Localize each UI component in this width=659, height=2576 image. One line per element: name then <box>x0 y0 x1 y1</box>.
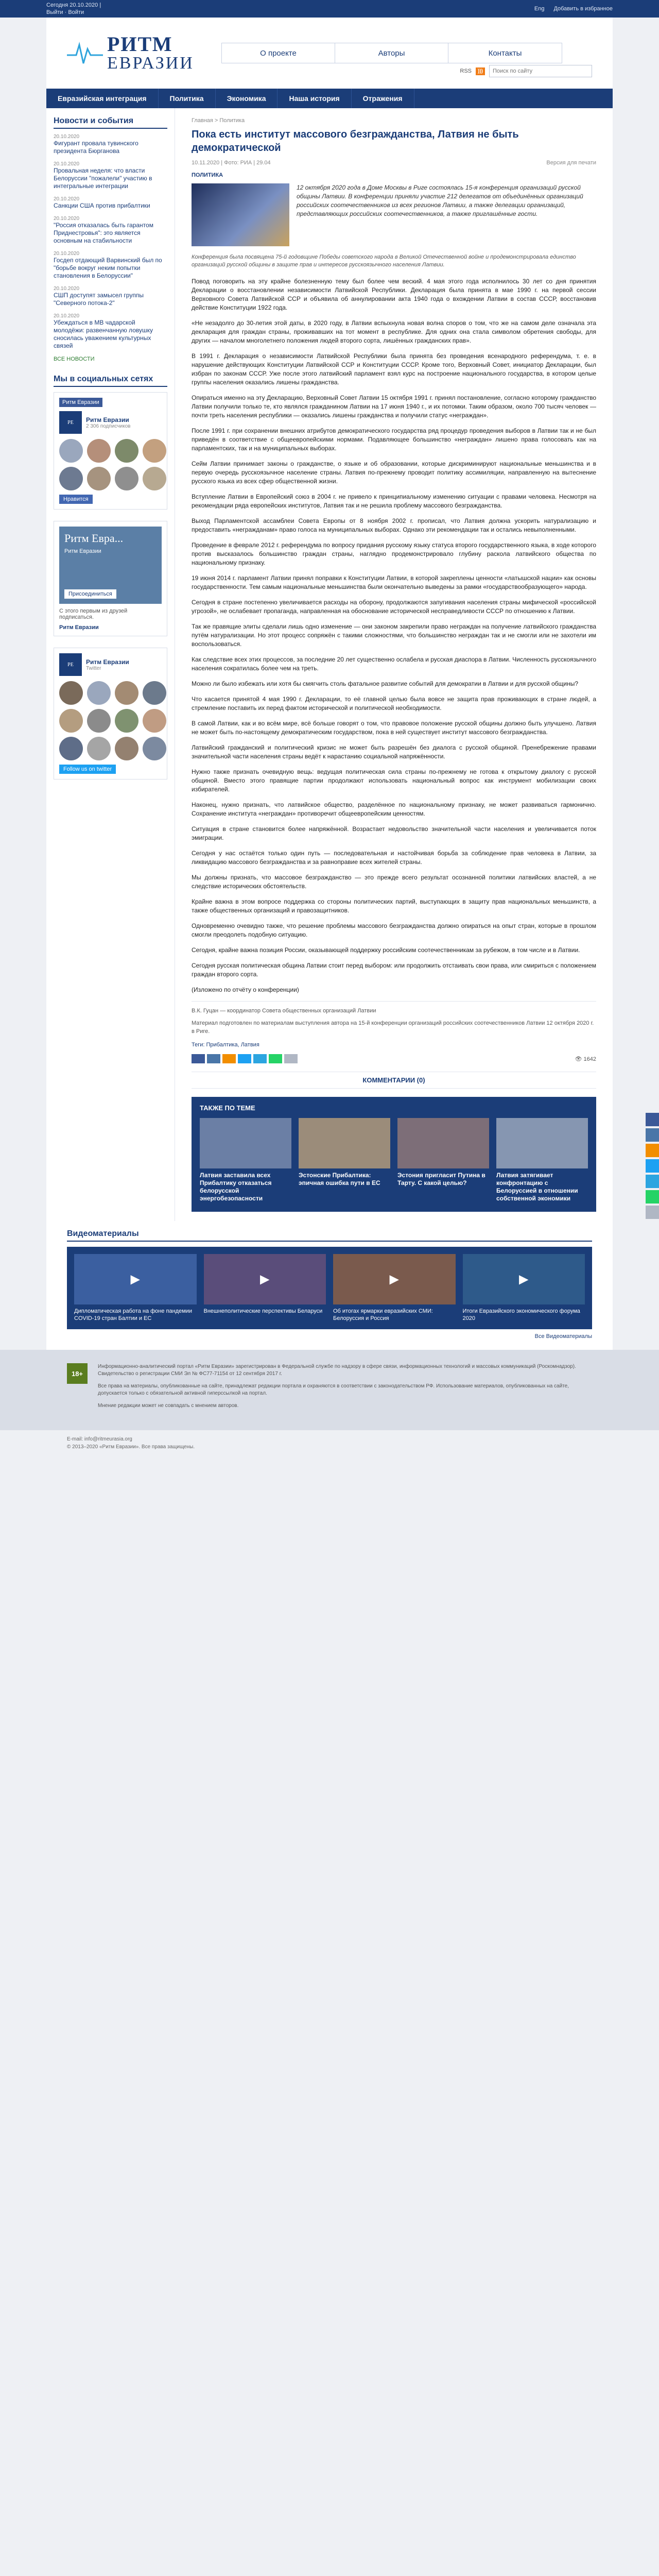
news-date: 20.10.2020 <box>54 134 80 140</box>
follower-faces <box>59 681 162 760</box>
vk-title: Ритм Евра... <box>64 532 124 545</box>
news-item[interactable] <box>54 251 167 280</box>
paragraph: Сегодня в стране постепенно увеличивается расходы на оборону, продолжаются запугивания населения страны мифической «российской угрозой», не ослабевает пропаганда, направленная на обоснование исторической несправедливости СССР по отношению к Латвии. <box>192 599 596 615</box>
site-footer <box>0 1350 659 1430</box>
search-input[interactable] <box>489 65 592 77</box>
telegram-share-icon[interactable] <box>253 1054 267 1063</box>
video-item[interactable] <box>463 1254 585 1322</box>
social-heading: Мы в социальных сетях <box>54 375 167 387</box>
paragraph: Ситуация в стране становится более напряжённой. Возрастает недовольство значительной части населения и увеличивается поток эмиграции. <box>192 825 596 841</box>
facebook-like-button[interactable]: Нравится <box>59 495 93 504</box>
related-title[interactable]: Латвия затягивает конфронтацию с Белоруссией в отношении собственной экономики <box>496 1172 578 1202</box>
news-date: 20.10.2020 <box>54 313 80 319</box>
footer-email[interactable]: E-mail: info@ritmeurasia.org <box>67 1436 132 1442</box>
twitter-share-icon[interactable] <box>238 1054 251 1063</box>
video-thumbnail[interactable] <box>333 1254 456 1304</box>
article-footer <box>192 1001 596 1036</box>
news-title[interactable]: Убеждаться в МВ чадарской молодёжи: развенчанную ловушку сносилась уважением культурных связей <box>54 319 153 349</box>
vk-join-button[interactable]: Присоединиться <box>64 589 116 599</box>
comments-heading[interactable]: КОММЕНТАРИИ (0) <box>192 1072 596 1089</box>
logo-text-bottom: ЕВРАЗИИ <box>107 54 194 73</box>
avatar[interactable] <box>115 709 138 733</box>
news-title[interactable]: Госдеп отдающий Варвинский был по "борьбе вокруг неким попытки становления в Белоруссии" <box>54 257 162 279</box>
follow-twitter-button[interactable]: Follow us on twitter <box>59 765 116 774</box>
avatar[interactable] <box>143 737 166 760</box>
share-buttons <box>192 1054 298 1063</box>
login-link[interactable]: Войти <box>68 9 84 15</box>
paragraph: 19 июня 2014 г. парламент Латвии принял поправки к Конституции Латвии, в которой закреплены ценности «латышской нации» как основы государственности. Тем самым национальные меньшинства были окончательно выведены за рамки «государствообразующего» народа. <box>192 574 596 590</box>
paragraph: Опираться именно на эту Декларацию, Верховный Совет Латвии 15 октября 1991 г. принял постановление, согласно которому гражданство Латвии получили только те, кто являлся гражданином Латвии на 17 июня 1940 г., и их потомки. Таким образом, около 700 тысяч человек — почти треть населения республики — оказались лишены гражданства и получили статус «неграждан». <box>192 394 596 419</box>
facebook-widget-2 <box>54 648 167 779</box>
all-videos-link[interactable]: Все Видеоматериалы <box>534 1333 592 1340</box>
article-lead: 12 октября 2020 года в Доме Москвы в Риге состоялась 15-я конференция организаций русской общины Латвии. В конференции приняли участие 212 делегатов от объединённых организаций российских соотечественников из всех регионов Латвии, а также делегации организаций, представляющих российских соотечественников, а также приглашённые гости. <box>297 184 583 217</box>
avatar[interactable] <box>143 681 166 705</box>
footer-bottom <box>46 1430 613 1456</box>
more-share-icon[interactable] <box>646 1206 659 1219</box>
whatsapp-share-icon[interactable] <box>269 1054 282 1063</box>
article-rubric[interactable]: ПОЛИТИКА <box>192 172 223 178</box>
footer-copyright: © 2013–2020 «Ритм Евразии». Все права защищены. <box>67 1444 195 1450</box>
related-image[interactable] <box>397 1118 489 1168</box>
video-title[interactable]: Дипломатическая работа на фоне пандемии COVID-19 стран Балтии и ЕС <box>74 1308 193 1321</box>
twitter-page-name[interactable]: Ритм Евразии <box>86 658 129 666</box>
avatar[interactable] <box>59 709 83 733</box>
article-meta: 10.11.2020 | Фото: РИА | 29.04 <box>192 160 271 166</box>
news-date: 20.10.2020 <box>54 196 80 202</box>
nav-eurasian-integration[interactable]: Евразийская интеграция <box>46 89 159 108</box>
avatar[interactable] <box>59 467 83 490</box>
avatar[interactable] <box>87 737 111 760</box>
avatar[interactable] <box>115 439 138 463</box>
paragraph: Повод поговорить на эту крайне болезненную тему был более чем веский. 4 мая этого года исполнилось 30 лет со дня принятия Декларации о восстановлении независимости Латвийской Республики. Декларация была принята в мае 1990 г. на первой сессии Верховного Совета Латвийской ССР и объявила об аннулировании акта 1940 года о вхождении Латвии в состав СССР, восстановив действие Конституции 1922 года. <box>192 278 596 311</box>
source-note: Материал подготовлен по материалам выступления автора на 15-й конференции организаций российских соотечественников Латвии 12 октября 2020 г. в Риге. <box>192 1020 594 1035</box>
paragraph: Сегодня русская политическая община Латвии стоит перед выбором: или продолжить отстаивать свои права, или смириться с положением граждан второго сорта. <box>192 962 596 978</box>
paragraph: Мы должны признать, что массовое безгражданство — это прежде всего результат осознанной политики латвийских властей, а не следствие исторических обстоятельств. <box>192 874 596 890</box>
nav-about[interactable]: О проекте <box>222 43 335 63</box>
related-block <box>192 1097 596 1212</box>
avatar[interactable] <box>115 681 138 705</box>
avatar[interactable] <box>143 439 166 463</box>
vk-widget <box>54 521 167 636</box>
news-title[interactable]: СШП доступят замысел группы "Северного потока-2" <box>54 292 144 307</box>
paragraph: Нужно также признать очевидную вещь: ведущая политическая сила страны по-прежнему не готова к открытому диалогу с русской общиной. Вместо этого правящие партии продолжают использовать национальный вопрос как инструмент мобилизации своих избирателей. <box>192 768 596 793</box>
paragraph: Можно ли было избежать или хотя бы смягчить столь фатальное развитие событий для демократии в Латвии и для русской общины? <box>192 680 579 687</box>
article-body <box>192 277 596 994</box>
ok-share-icon[interactable] <box>222 1054 236 1063</box>
views-count: 1642 <box>583 1056 596 1062</box>
paragraph: В самой Латвии, как и во всём мире, всё больше говорят о том, что правовое положение русской общины должно быть улучшено. Латвия не может быть по-настоящему демократическим государством, пока в ней существует институт массового безгражданства. <box>192 720 596 736</box>
twitter-share-icon[interactable] <box>646 1159 659 1173</box>
news-title[interactable]: Фигурант провала тувинского президента Бюрганова <box>54 140 138 155</box>
site-header <box>46 18 613 89</box>
facebook-faces <box>59 439 162 490</box>
avatar[interactable] <box>59 737 83 760</box>
avatar[interactable] <box>115 467 138 490</box>
news-item[interactable] <box>54 196 167 210</box>
site-logo[interactable] <box>67 34 201 72</box>
nav-economy[interactable]: Экономика <box>216 89 278 108</box>
related-item[interactable] <box>200 1118 291 1202</box>
article-content <box>175 108 613 1221</box>
related-heading: ТАКЖЕ ПО ТЕМЕ <box>200 1104 255 1112</box>
paragraph: После 1991 г. при сохранении внешних атрибутов демократического государства ряд процедур проведения выборов в Латвии так и не был приведён в соответствие с общеевропейскими нормами. Подавляющее большинство «неграждан» лишено права голосовать как на парламентских, так и на муниципальных выборах. <box>192 427 596 452</box>
logout-link[interactable]: Выйти <box>46 9 63 15</box>
news-date: 20.10.2020 <box>54 161 80 167</box>
video-thumbnail[interactable] <box>74 1254 197 1304</box>
nav-contacts[interactable]: Контакты <box>488 48 522 58</box>
facebook-widget <box>54 392 167 510</box>
related-item[interactable] <box>496 1118 588 1202</box>
paragraph: Проведение в феврале 2012 г. референдума по вопросу придания русскому языку статуса второго государственного языка, в ходе которого против высказалось большинство граждан страны, наглядно продемонстрировало глубину раскола латвийского общества по национальному признаку. <box>192 541 596 566</box>
paragraph: В 1991 г. Декларация о независимости Латвийской Республики была принята без проведения всенародного референдума, т. е. в нарушение действующих Конституции Латвийской ССР и Конституции СССР. Кроме того, Верховный Совет, инициатор Декларации, был избран по законам СССР. Уже после этого латвийский парламент взял курс на построение национального государства, в котором целые группы населения оказались лишены гражданства. <box>192 352 596 386</box>
date-block: Сегодня 20.10.2020 | Выйти · Войти <box>46 2 101 15</box>
news-item[interactable] <box>54 286 167 307</box>
related-title[interactable]: Эстонские Прибалтика: эпичная ошибка пути в ЕС <box>299 1172 380 1187</box>
header-search <box>460 65 592 77</box>
news-item[interactable] <box>54 313 167 350</box>
facebook-header[interactable]: Ритм Евразии <box>59 398 102 407</box>
facebook-followers: 2 306 подписчиков <box>86 423 131 429</box>
paragraph: Вступление Латвии в Европейский союз в 2004 г. не привело к принципиальному изменению ситуации с правами человека. Несмотря на рекомендации ряда европейских институтов, Латвия так и не решила проблему массового безгражданства. <box>192 493 596 509</box>
nav-reflections[interactable]: Отражения <box>352 89 414 108</box>
page-avatar[interactable]: РЕ <box>59 411 82 434</box>
paragraph: Так же правящие элиты сделали лишь одно изменение — они законом закрепили право неграждан на получение латвийского гражданства путём натурализации. Но этот процесс сопряжён с такими сложностями, что большинство неграждан так и не смогли или не захотели им воспользоваться. <box>192 623 596 648</box>
news-item[interactable] <box>54 216 167 245</box>
video-heading: Видеоматериалы <box>67 1229 592 1242</box>
rss-label: RSS <box>460 68 472 74</box>
paragraph: Одновременно очевидно также, что решение проблемы массового безгражданства должно опираться на опыт стран, которые в прошлом смогли преодолеть подобную ситуацию. <box>192 922 596 938</box>
top-bar <box>0 0 659 18</box>
news-title[interactable]: "Россия отказалась быть гарантом Приднестровья": это является основным на стабильности <box>54 222 153 244</box>
twitter-label: Twitter <box>86 665 101 671</box>
sidebar <box>46 108 175 1221</box>
news-date: 20.10.2020 <box>54 286 80 292</box>
facebook-page-name[interactable]: Ритм Евразии <box>86 416 129 423</box>
paragraph: Крайне важна в этом вопросе поддержка со стороны политических партий, выступающих в защиту прав национальных меньшинств, а также общественных организаций и правозащитников. <box>192 898 596 914</box>
footer-text: Все права на материалы, опубликованные на сайте, принадлежат редакции портала и охраняются в соответствии с законодательством РФ. Использование материалов, опубликованных на сайте, допускается только с обязательной активной гиперссылкой на портал. <box>98 1383 569 1396</box>
logo-text-top: РИТМ <box>107 32 173 56</box>
avatar[interactable] <box>115 737 138 760</box>
page-avatar[interactable]: РЕ <box>59 653 82 676</box>
main-nav <box>46 89 613 108</box>
telegram-share-icon[interactable] <box>646 1175 659 1188</box>
logo-pulse-icon <box>67 38 103 69</box>
paragraph: (Изложено по отчёту о конференции) <box>192 986 299 993</box>
paragraph: Выход Парламентской ассамблеи Совета Европы от 8 ноября 2002 г. прописал, что Латвия должна ускорить натурализацию и предоставить «негражданам» право голоса на муниципальных выборах. Однако эти рекомендации так и остались невыполненными. <box>192 517 596 533</box>
video-title[interactable]: Внешнеполитические перспективы Беларуси <box>203 1308 323 1314</box>
footer-text: Мнение редакции может не совпадать с мнением авторов. <box>98 1403 239 1409</box>
facebook-share-icon[interactable] <box>646 1113 659 1126</box>
related-title[interactable]: Эстония пригласит Путина в Тарту. С какой целью? <box>397 1172 485 1187</box>
video-title[interactable]: Об итогах ярмарки евразийских СМИ: Белоруссия и Россия <box>333 1308 433 1321</box>
avatar[interactable] <box>87 439 111 463</box>
paragraph: Наконец, нужно признать, что латвийское общество, разделённое по национальному признаку, не может развиваться гармонично. Сохранение института «неграждан» противоречит общеевропейским ценностям. <box>192 801 596 817</box>
author-note: В.К. Гуцан — координатор Совета общественных организаций Латвии <box>192 1008 376 1014</box>
news-title[interactable]: Санкции США против прибалтики <box>54 202 150 209</box>
news-date: 20.10.2020 <box>54 216 80 222</box>
language-switch[interactable]: Eng <box>534 6 545 12</box>
paragraph: Латвийский гражданский и политический кризис не может быть разрешён без диалога с русской общиной. Пренебрежение правами значительной части населения страны ведёт к нарастанию социальной напряжённости. <box>192 744 596 760</box>
video-section <box>46 1221 613 1350</box>
paragraph: Сейм Латвии принимает законы о гражданстве, о языке и об образовании, которые дискриминируют национальные меньшинства и в первую очередь русскоязычное население страны. Латвия по-прежнему проводит политику ассимиляции, направленную на вытеснение русского языка из всех сфер общественной жизни. <box>192 460 596 485</box>
news-date: 20.10.2020 <box>54 251 80 257</box>
print-link[interactable]: Версия для печати <box>546 160 596 166</box>
related-image[interactable] <box>496 1118 588 1168</box>
related-title[interactable]: Латвия заставила всех Прибалтику отказаться белорусской энергобезопасности <box>200 1172 272 1202</box>
whatsapp-share-icon[interactable] <box>646 1190 659 1204</box>
nav-authors[interactable]: Авторы <box>335 43 448 63</box>
avatar[interactable] <box>59 439 83 463</box>
video-item[interactable] <box>204 1254 326 1322</box>
add-favorite-link[interactable]: Добавить в избранное <box>553 6 613 12</box>
avatar[interactable] <box>143 467 166 490</box>
avatar[interactable] <box>87 681 111 705</box>
nav-history[interactable]: Наша история <box>278 89 351 108</box>
article-tags[interactable]: Теги: Прибалтика, Латвия <box>192 1042 259 1048</box>
related-image[interactable] <box>299 1118 390 1168</box>
page-wrapper <box>46 18 613 1350</box>
avatar[interactable] <box>143 709 166 733</box>
news-title[interactable]: Провальная неделя: что власти Белоруссии "пожалели" участию в интегральные интеграции <box>54 167 152 190</box>
paragraph: «Не незадолго до 30-летия этой даты, в 2020 году, в Латвии вспыхнула новая волна споров о том, что же на самом деле означала эта декларация для граждан страны, проживавших на тот момент в республике. Для одних она стала символом обретения свободы, для других — началом многолетнего положения людей второго сорта, лишённых гражданских прав». <box>192 319 596 344</box>
more-share-icon[interactable] <box>284 1054 298 1063</box>
date-text: Сегодня 20.10.2020 | <box>46 2 101 8</box>
page-title: Пока есть институт массового безгражданства, Латвия не быть демократической <box>192 129 519 154</box>
facebook-share-icon[interactable] <box>192 1054 205 1063</box>
news-item[interactable] <box>54 134 167 155</box>
avatar[interactable] <box>87 709 111 733</box>
rss-icon[interactable]: ))) <box>476 67 485 75</box>
video-item[interactable] <box>333 1254 456 1322</box>
avatar[interactable] <box>87 467 111 490</box>
vk-note: С этого первым из друзей подписаться. <box>59 608 128 620</box>
vk-share-icon[interactable] <box>646 1128 659 1142</box>
video-thumbnail[interactable] <box>463 1254 585 1304</box>
video-item[interactable] <box>74 1254 197 1322</box>
paragraph: Сегодня у нас остаётся только один путь — последовательная и настойчивая борьба за соблюдение прав человека в Латвии, за ликвидацию массового безгражданства и за равноправие всех жителей страны. <box>192 850 596 866</box>
age-rating-badge: 18+ <box>67 1363 88 1384</box>
header-nav <box>221 43 562 63</box>
paragraph: Как следствие всех этих процессов, за последние 20 лет существенно ослабела и русская диаспора в Латвии. Численность русскоязычного населения сократилась более чем на треть. <box>192 656 596 672</box>
vk-subtitle: Ритм Евразии <box>64 548 101 554</box>
news-heading: Новости и события <box>54 116 167 129</box>
related-item[interactable] <box>397 1118 489 1202</box>
footer-text: Информационно-аналитический портал «Ритм Евразии» зарегистрирован в Федеральной службе по надзору в сфере связи, информационных технологий и массовых коммуникаций (Роскомнадзор). Свидетельство о регистрации СМИ Эл № ФС77-71154 от 12 сентября 2017 г. <box>98 1364 576 1377</box>
article-image <box>192 183 289 246</box>
related-item[interactable] <box>299 1118 390 1202</box>
eye-icon: 👁 <box>575 1056 582 1062</box>
vk-share-icon[interactable] <box>207 1054 220 1063</box>
avatar[interactable] <box>59 681 83 705</box>
related-image[interactable] <box>200 1118 291 1168</box>
nav-politics[interactable]: Политика <box>159 89 216 108</box>
video-title[interactable]: Итоги Евразийского экономического форума 2020 <box>462 1308 580 1321</box>
all-news-link[interactable]: ВСЕ НОВОСТИ <box>54 356 95 362</box>
vk-footer[interactable]: Ритм Евразии <box>59 624 99 631</box>
image-caption: Конференция была посвящена 75-й годовщине Победы советского народа в Великой Отечественной войне и продемонстрировала единство организаций русской общины в защите прав и интересов русскоязычного населения Латвии. <box>192 254 576 268</box>
ok-share-icon[interactable] <box>646 1144 659 1157</box>
paragraph: Сегодня, крайне важна позиция России, оказывающей поддержку российским соотечественникам за рубежом, в том числе и в Латвии. <box>192 946 580 954</box>
breadcrumb[interactable]: Главная > Политика <box>192 117 245 124</box>
news-item[interactable] <box>54 161 167 190</box>
floating-share-bar <box>646 1113 659 1219</box>
paragraph: Что касается принятой 4 мая 1990 г. Декларации, то её главной целью была вовсе не защита прав проживающих в стране людей, а стремление поставить их перед фактом исторической и политической необходимости. <box>192 696 596 711</box>
video-thumbnail[interactable] <box>204 1254 326 1304</box>
